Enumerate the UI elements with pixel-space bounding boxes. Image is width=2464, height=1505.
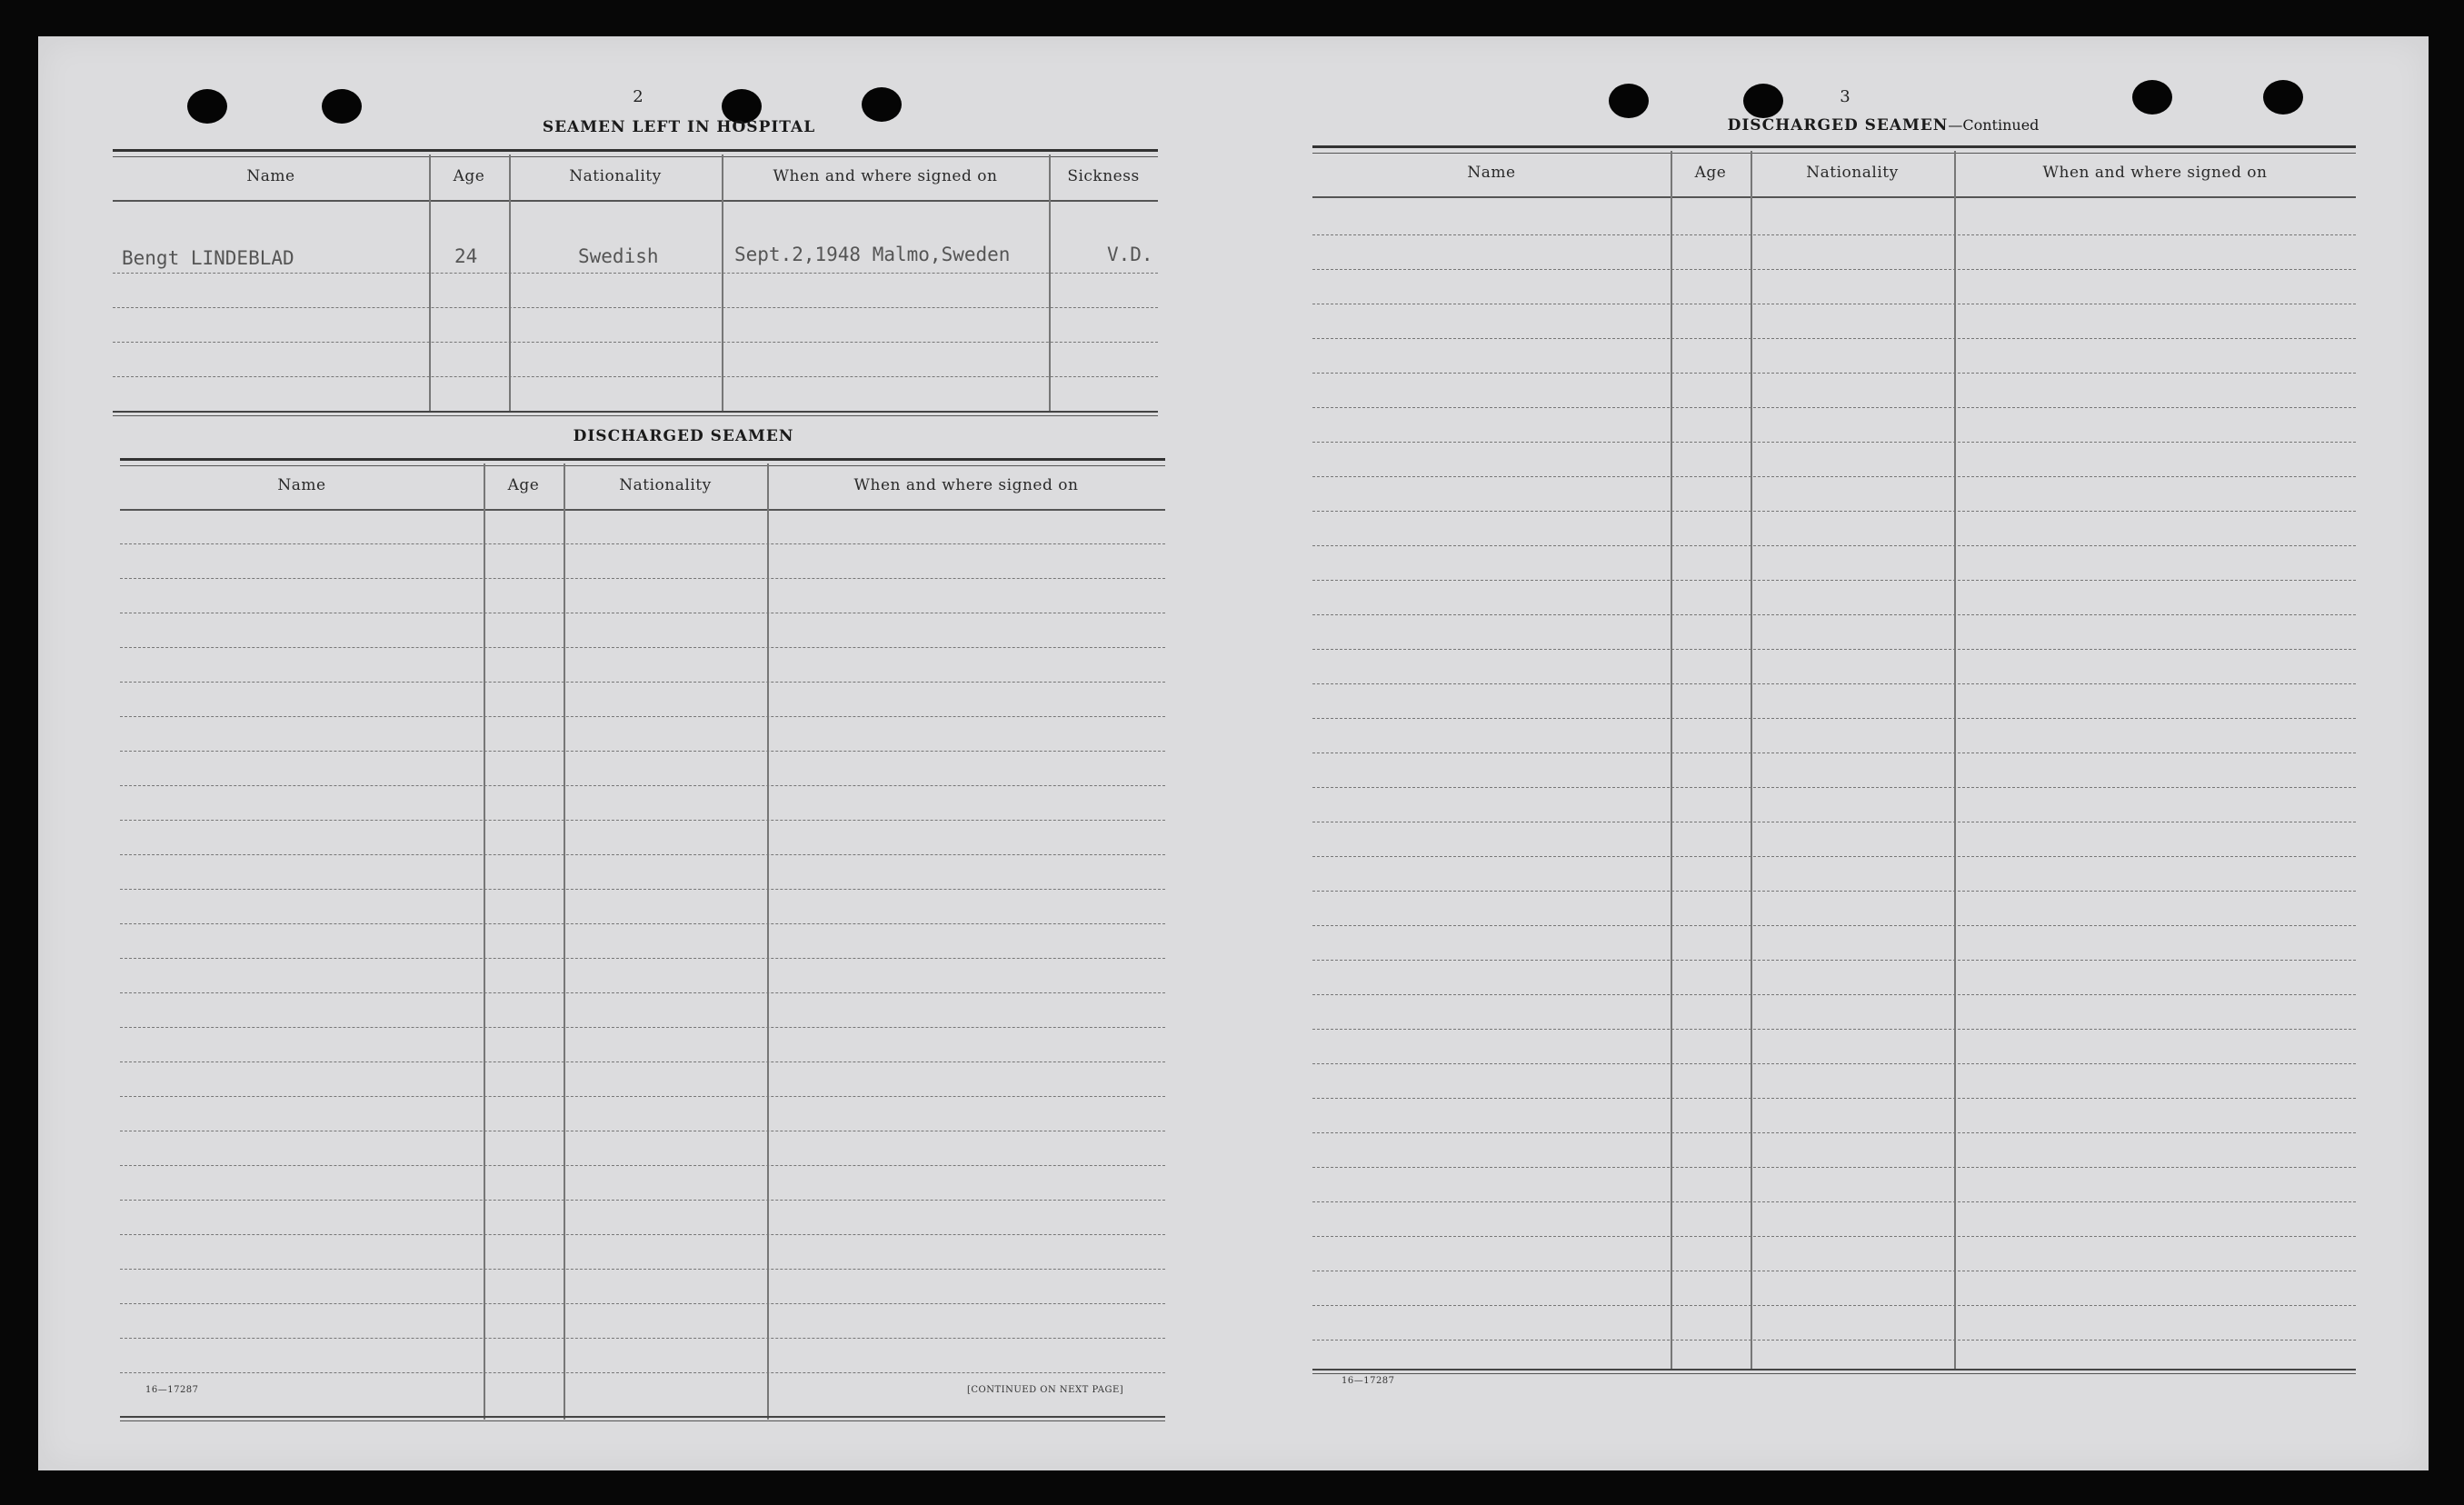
punch-hole (187, 89, 227, 124)
page-number-right: 3 (1840, 87, 1850, 106)
col-header-nationality: Nationality (1806, 164, 1899, 182)
col-header-age: Age (507, 476, 540, 494)
col-header-nationality: Nationality (619, 476, 712, 494)
col-header-name: Name (1467, 164, 1516, 182)
punch-hole (1743, 84, 1783, 118)
discharged-section-title-left: DISCHARGED SEAMEN (573, 427, 794, 445)
col-header-sickness: Sickness (1067, 167, 1140, 185)
page-number-left: 2 (633, 87, 643, 106)
punch-hole (322, 89, 362, 124)
punch-hole (2132, 80, 2172, 115)
col-header-age: Age (453, 167, 485, 185)
hospital-row-age: 24 (454, 245, 478, 267)
discharged-section-title-right (1647, 116, 2120, 135)
punch-hole (862, 87, 902, 122)
col-header-nationality: Nationality (569, 167, 662, 185)
col-header-signed-on: When and where signed on (773, 167, 998, 185)
hospital-row-sickness: V.D. (1107, 244, 1153, 265)
section-title-text: DISCHARGED SEAMEN (1727, 116, 1949, 135)
hospital-section-title: SEAMEN LEFT IN HOSPITAL (542, 118, 816, 136)
col-header-signed-on: When and where signed on (853, 476, 1079, 494)
hospital-row-nationality: Swedish (578, 245, 659, 267)
punch-hole (1609, 84, 1649, 118)
col-header-name: Name (277, 476, 326, 494)
col-header-age: Age (1694, 164, 1727, 182)
hospital-row-name: Bengt LINDEBLAD (122, 247, 294, 269)
hospital-row-signed-on: Sept.2,1948 Malmo,Sweden (734, 244, 1011, 265)
form-number-left: 16—17287 (145, 1385, 199, 1395)
discharged-table-left (120, 458, 1165, 1430)
continued-note: [CONTINUED ON NEXT PAGE] (967, 1385, 1124, 1395)
ledger-paper (38, 36, 2429, 1470)
discharged-table-right (1312, 145, 2356, 1418)
col-header-signed-on: When and where signed on (2042, 164, 2268, 182)
form-number-right: 16—17287 (1342, 1376, 1395, 1386)
punch-hole (2263, 80, 2303, 115)
hospital-table (113, 149, 1158, 449)
section-title-suffix: —Continued (1948, 116, 2040, 134)
col-header-name: Name (246, 167, 295, 185)
